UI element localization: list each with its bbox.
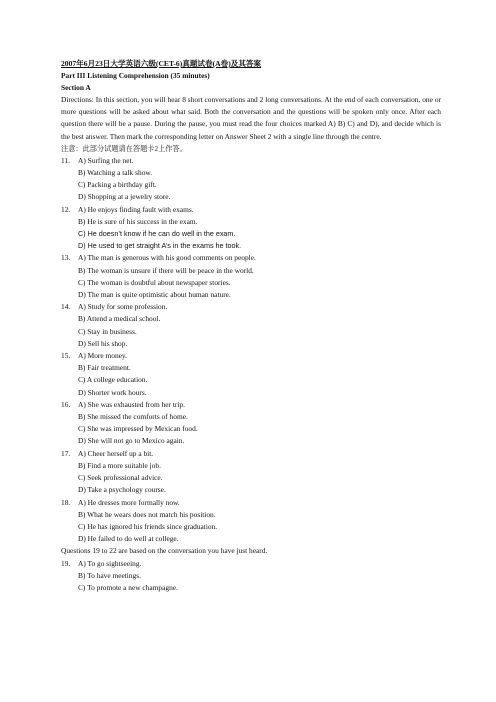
- question-number: 15.: [61, 351, 71, 361]
- question-17: [61, 448, 441, 497]
- question-number: 14.: [61, 302, 71, 312]
- document-title: 2007年6月23日大学英语六级(CET-6)真题试卷(A卷)及其答案: [61, 59, 262, 68]
- option: A) She was exhausted from her trip.: [78, 399, 185, 409]
- option: A) More money.: [78, 351, 127, 361]
- question-11: [61, 155, 441, 204]
- option: A) The man is generous with his good comments on people.: [78, 253, 256, 263]
- question-number: 11.: [61, 155, 70, 165]
- option: D) He failed to do well at college.: [78, 534, 179, 544]
- question-number: 17.: [61, 448, 71, 458]
- option: C) A college education.: [78, 375, 148, 385]
- option: A) Cheer herself up a bit.: [78, 448, 154, 458]
- question-number: 19.: [61, 558, 71, 568]
- option: B) Attend a medical school.: [78, 314, 161, 324]
- question-18: [61, 497, 441, 546]
- option: B) She missed the comforts of home.: [78, 412, 188, 422]
- option: C) She was impressed by Mexican food.: [78, 424, 198, 434]
- option: D) Take a psychology course.: [78, 485, 166, 495]
- option: A) He enjoys finding fault with exams.: [78, 204, 194, 214]
- option: C) Packing a birthday gift.: [78, 180, 157, 190]
- question-13: [61, 252, 441, 301]
- option: C) The woman is doubtful about newspaper stories.: [78, 277, 231, 287]
- part-heading: Part III Listening Comprehension (35 minutes): [61, 71, 210, 80]
- directions-paragraph: Directions: In this section, you will hear 8 short conversations and 2 long conversations. At the end of each conversation, one or more questions will be asked about what said. Both the conversation and the questions will be spoken only once. After each question there will be a pause. During the pause, you must read the four choices marked A) B) C) and D), and decide which is the best answer. Then mark the corresponding letter on Answer Sheet 2 with a single line through the centre.: [61, 95, 441, 141]
- option: A) He dresses more formally now.: [78, 497, 180, 507]
- document-page: [61, 58, 441, 594]
- option: D) Sell his shop.: [78, 338, 128, 348]
- conversation-lead-in: Questions 19 to 22 are based on the conversation you have just heard.: [61, 546, 268, 556]
- option: B) Watching a talk show.: [78, 168, 153, 178]
- option: B) Fair treatment.: [78, 363, 131, 373]
- option: C) He doesn’t know if he can do well in the exam.: [78, 229, 236, 239]
- option: C) Stay in business.: [78, 326, 137, 336]
- question-12: [61, 204, 441, 253]
- answer-sheet-note: 注意：此部分试题请在答题卡2上作答。: [61, 144, 187, 153]
- option: B) The woman is unsure if there will be peace in the world.: [78, 265, 254, 275]
- question-14: [61, 301, 441, 350]
- option: D) The man is quite optimistic about human nature.: [78, 290, 231, 300]
- question-19: [61, 558, 441, 595]
- question-number: 18.: [61, 497, 71, 507]
- option: C) Seek professional advice.: [78, 473, 163, 483]
- question-15: [61, 350, 441, 399]
- option: C) To promote a new champagne.: [78, 582, 178, 592]
- option: B) To have meetings.: [78, 570, 141, 580]
- question-number: 12.: [61, 204, 71, 214]
- option: D) She will not go to Mexico again.: [78, 436, 185, 446]
- question-16: [61, 399, 441, 448]
- option: D) Shorter work hours.: [78, 387, 147, 397]
- option: C) He has ignored his friends since graduation.: [78, 521, 218, 531]
- option: B) He is sure of his success in the exam.: [78, 216, 198, 226]
- question-number: 16.: [61, 399, 71, 409]
- option: A) To go sightseeing.: [78, 558, 142, 568]
- option: D) He used to get straight A’s in the exams he took.: [78, 241, 242, 251]
- section-heading: Section A: [61, 83, 91, 92]
- option: A) Surfing the net.: [78, 155, 134, 165]
- option: D) Shopping at a jewelry store.: [78, 192, 171, 202]
- option: B) Find a more suitable job.: [78, 460, 161, 470]
- option: A) Study for some profession.: [78, 302, 168, 312]
- option: B) What he wears does not match his position.: [78, 509, 216, 519]
- question-number: 13.: [61, 253, 71, 263]
